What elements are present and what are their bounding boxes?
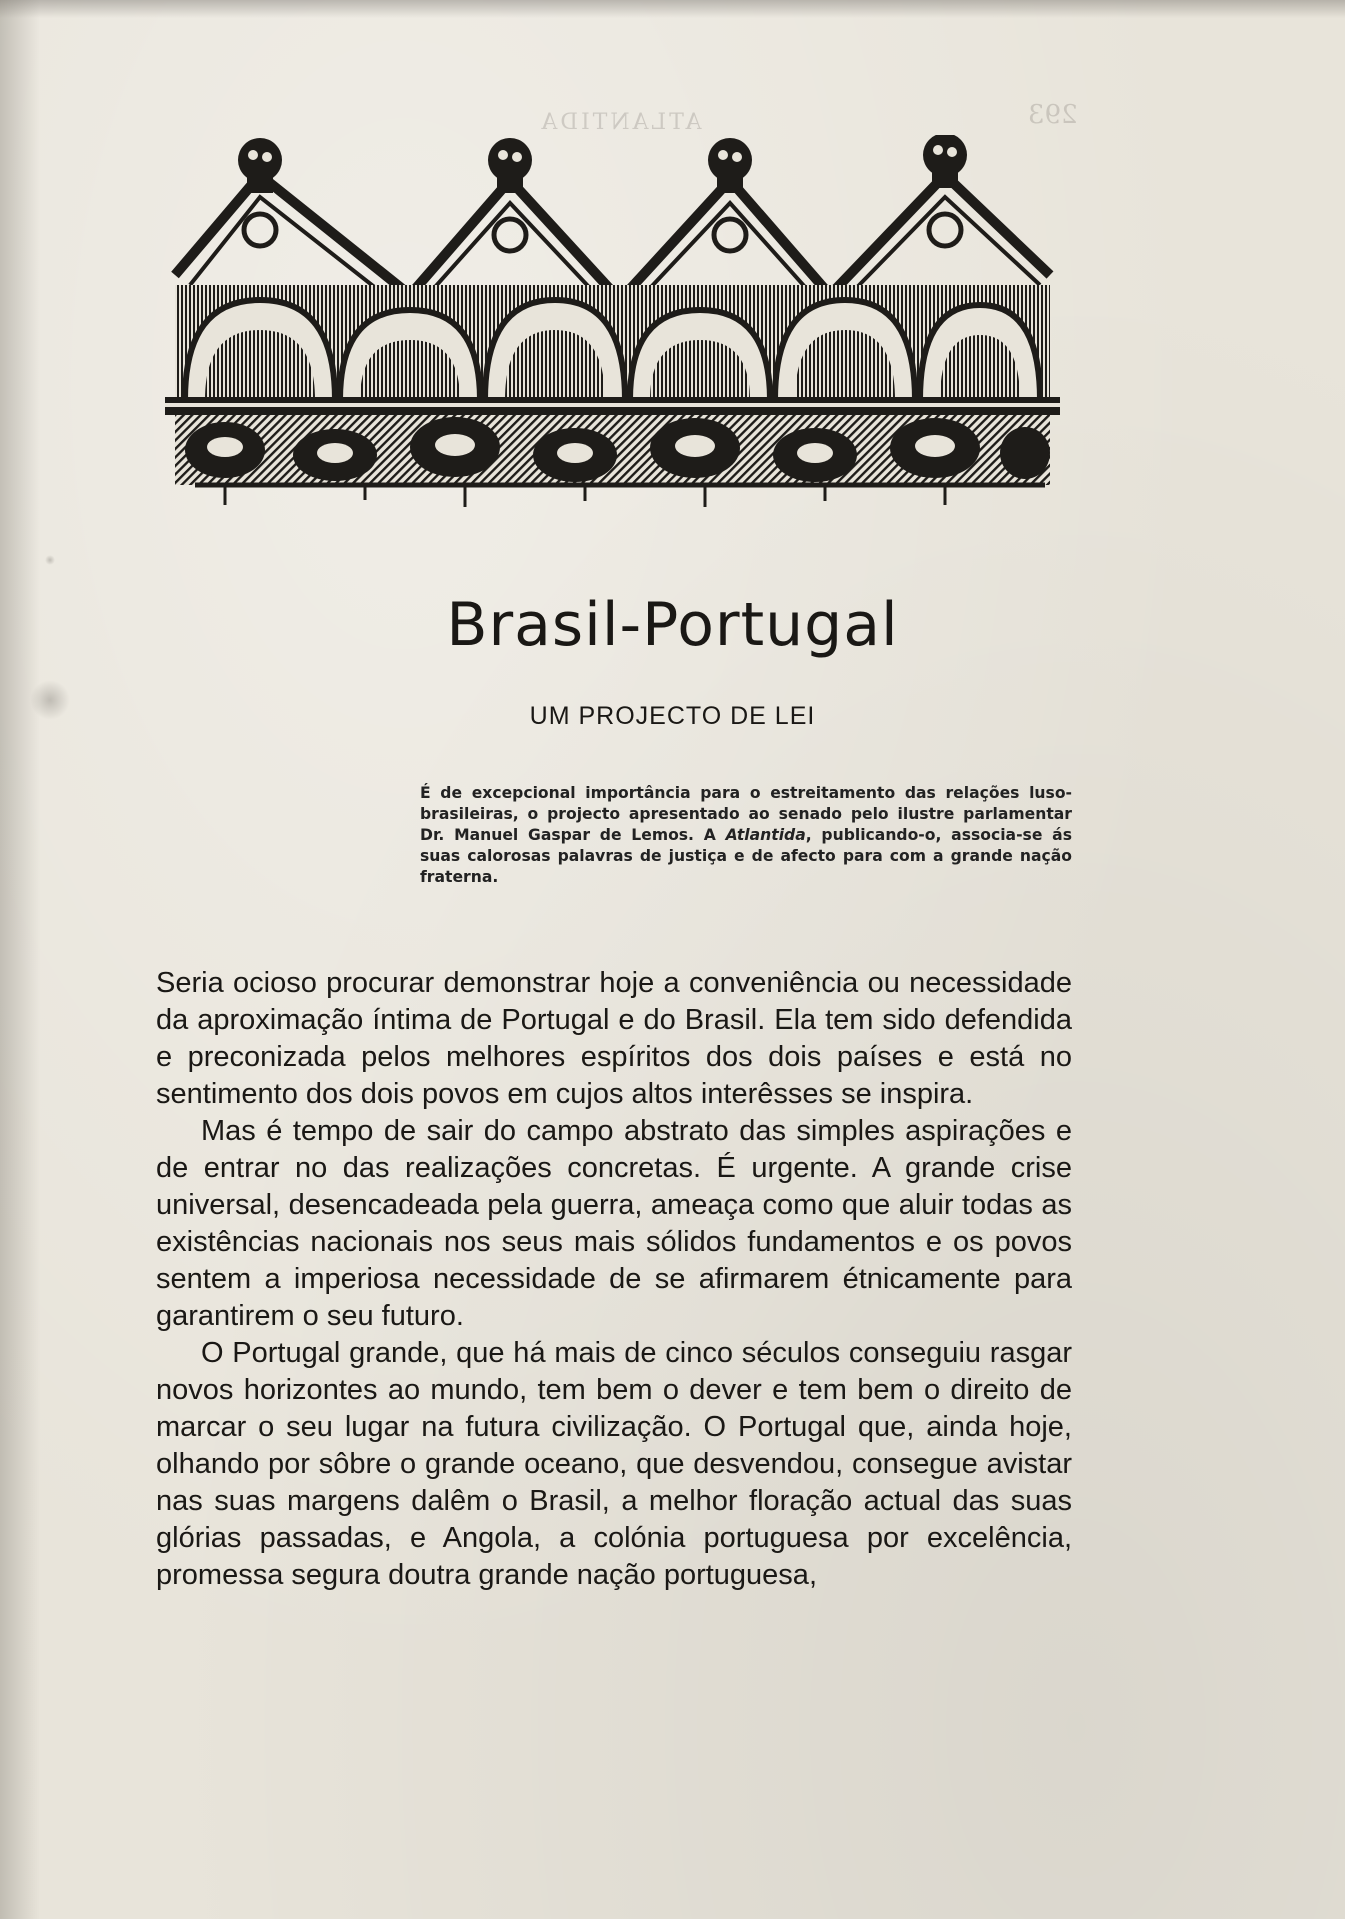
body-paragraph: O Portugal grande, que há mais de cinco séculos conseguiu rasgar novos horizontes ao mundo, tem bem o dever e tem bem o direito de marcar o seu lugar na futura civilização. O Portugal que, ainda hoje, olhando por sôbre o grande oceano, que desvendou, consegue avistar nas suas margens dalêm o Brasil, a melhor floração actual das suas glórias passadas, e Angola, a colónia portuguesa por excelência, promessa segura doutra grande nação portuguesa, [156, 1337, 1072, 1591]
article-intro [420, 783, 1072, 888]
body-paragraph: Seria ocioso procurar demonstrar hoje a conveniência ou necessidade da aproximação íntima de Portugal e do Brasil. Ela tem sido defendida e preconizada pelos melhores espíritos dos dois países e está no sentimento dos dois povos em cujos altos interêsses se inspira. [156, 967, 1072, 1110]
intro-text-after: , publicando-o, associa-se ás suas calorosas palavras de justiça e de afecto para com a grande nação fraterna. [420, 826, 1072, 886]
gothic-crown-frieze-icon [165, 135, 1060, 515]
intro-text-before: É de excepcional importância para o estreitamento das relações luso-brasileiras, o projecto apresentado ao senado pelo ilustre parlamentar Dr. Manuel Gaspar de Lemos. A [420, 784, 1072, 844]
article-subtitle: UM PROJECTO DE LEI [529, 702, 816, 730]
bleed-through-page-number: 293 [1028, 100, 1078, 130]
ink-dot [45, 555, 55, 565]
article-body [156, 965, 1072, 1594]
body-paragraph: Mas é tempo de sair do campo abstrato das simples aspirações e de entrar no das realizações concretas. É urgente. A grande crise universal, desencadeada pela guerra, ameaça como que aluir todas as existências nacionais nos seus mais sólidos fundamentos e os povos sentem a imperiosa necessidade de se afirmarem étnicamente para garantirem o seu futuro. [156, 1115, 1072, 1332]
page-top-edge [0, 0, 1345, 18]
article-title: Brasil-Portugal [446, 590, 899, 660]
intro-italic-journal-name: Atlantida [725, 826, 806, 844]
page-binding-shadow [0, 0, 40, 1919]
bleed-through-header: ATLANTIDA [538, 110, 702, 135]
